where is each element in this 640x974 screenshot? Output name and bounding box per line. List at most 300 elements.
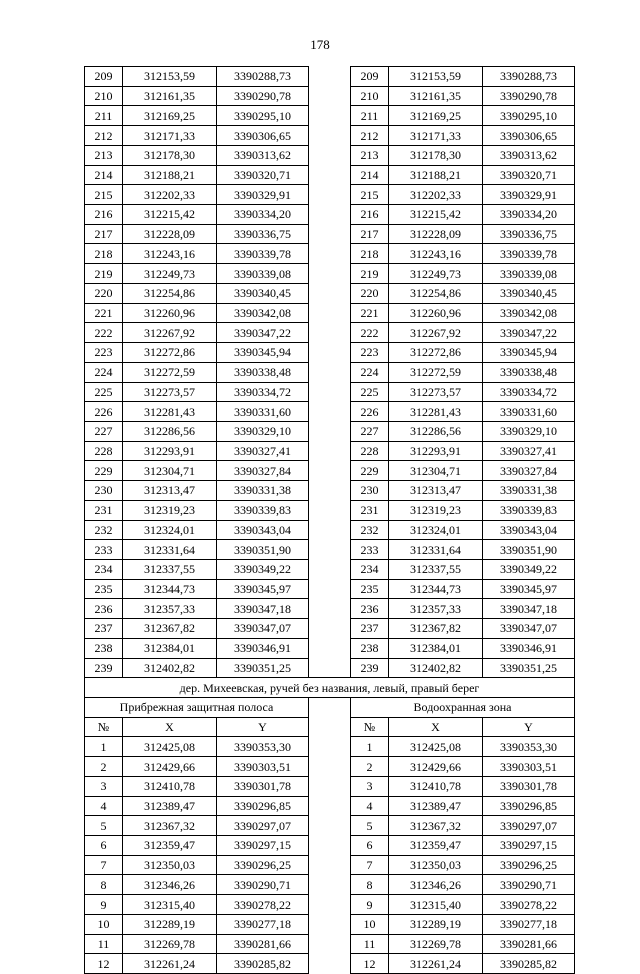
y-coordinate-left: 3390296,85 <box>217 796 309 816</box>
column-header-row <box>85 717 599 737</box>
point-number-left: 220 <box>85 283 123 303</box>
point-number-left: 212 <box>85 126 123 146</box>
x-coordinate-left: 312346,26 <box>123 875 217 895</box>
point-number-right: 231 <box>351 500 389 520</box>
x-coordinate-left: 312324,01 <box>123 520 217 540</box>
point-number-left: 231 <box>85 500 123 520</box>
y-coordinate-right: 3390288,73 <box>483 67 575 87</box>
y-coordinate-right: 3390345,94 <box>483 343 575 363</box>
point-number-right: 224 <box>351 362 389 382</box>
table-row <box>85 382 599 402</box>
point-number-right: 222 <box>351 323 389 343</box>
y-coordinate-left: 3390296,25 <box>217 855 309 875</box>
left-zone-title: Прибрежная защитная полоса <box>85 698 309 718</box>
point-number-left: 2 <box>85 757 123 777</box>
x-coordinate-right: 312178,30 <box>389 145 483 165</box>
x-coordinate-left: 312359,47 <box>123 836 217 856</box>
point-number-left: 4 <box>85 796 123 816</box>
x-coordinate-left: 312272,59 <box>123 362 217 382</box>
y-coordinate-right: 3390339,83 <box>483 500 575 520</box>
point-number-right: 220 <box>351 283 389 303</box>
x-coordinate-right: 312304,71 <box>389 461 483 481</box>
y-coordinate-right: 3390301,78 <box>483 776 575 796</box>
point-number-right: 1 <box>351 737 389 757</box>
point-number-left: 227 <box>85 421 123 441</box>
table-row <box>85 875 599 895</box>
x-coordinate-left: 312178,30 <box>123 145 217 165</box>
y-coordinate-left: 3390277,18 <box>217 914 309 934</box>
table-row <box>85 86 599 106</box>
point-number-right: 235 <box>351 579 389 599</box>
section-header-body <box>85 678 599 737</box>
header-y-left: Y <box>217 717 309 737</box>
table-row <box>85 619 599 639</box>
x-coordinate-left: 312215,42 <box>123 205 217 225</box>
table-row <box>85 540 599 560</box>
y-coordinate-right: 3390327,41 <box>483 441 575 461</box>
x-coordinate-left: 312281,43 <box>123 402 217 422</box>
point-number-left: 238 <box>85 638 123 658</box>
y-coordinate-left: 3390351,25 <box>217 658 309 678</box>
point-number-left: 228 <box>85 441 123 461</box>
x-coordinate-right: 312389,47 <box>389 796 483 816</box>
y-coordinate-left: 3390331,38 <box>217 481 309 501</box>
x-coordinate-left: 312384,01 <box>123 638 217 658</box>
point-number-right: 3 <box>351 776 389 796</box>
point-number-left: 232 <box>85 520 123 540</box>
x-coordinate-right: 312313,47 <box>389 481 483 501</box>
point-number-right: 214 <box>351 165 389 185</box>
point-number-right: 9 <box>351 895 389 915</box>
x-coordinate-left: 312313,47 <box>123 481 217 501</box>
point-number-left: 209 <box>85 67 123 87</box>
y-coordinate-right: 3390353,30 <box>483 737 575 757</box>
y-coordinate-left: 3390281,66 <box>217 934 309 954</box>
x-coordinate-left: 312260,96 <box>123 303 217 323</box>
x-coordinate-right: 312260,96 <box>389 303 483 323</box>
y-coordinate-right: 3390351,90 <box>483 540 575 560</box>
x-coordinate-left: 312202,33 <box>123 185 217 205</box>
y-coordinate-right: 3390278,22 <box>483 895 575 915</box>
header-y-right: Y <box>483 717 575 737</box>
y-coordinate-right: 3390297,15 <box>483 836 575 856</box>
table-row <box>85 658 599 678</box>
y-coordinate-right: 3390345,97 <box>483 579 575 599</box>
y-coordinate-left: 3390338,48 <box>217 362 309 382</box>
table-row <box>85 757 599 777</box>
table-row <box>85 224 599 244</box>
x-coordinate-left: 312188,21 <box>123 165 217 185</box>
header-x-right: X <box>389 717 483 737</box>
y-coordinate-left: 3390297,07 <box>217 816 309 836</box>
y-coordinate-right: 3390327,84 <box>483 461 575 481</box>
right-zone-title: Водоохранная зона <box>351 698 575 718</box>
x-coordinate-right: 312367,32 <box>389 816 483 836</box>
header-number-right: № <box>351 717 389 737</box>
y-coordinate-right: 3390351,25 <box>483 658 575 678</box>
point-number-right: 221 <box>351 303 389 323</box>
x-coordinate-left: 312289,19 <box>123 914 217 934</box>
y-coordinate-left: 3390278,22 <box>217 895 309 915</box>
table-row <box>85 816 599 836</box>
x-coordinate-left: 312337,55 <box>123 559 217 579</box>
x-coordinate-right: 312344,73 <box>389 579 483 599</box>
y-coordinate-right: 3390336,75 <box>483 224 575 244</box>
y-coordinate-right: 3390347,07 <box>483 619 575 639</box>
y-coordinate-left: 3390329,91 <box>217 185 309 205</box>
y-coordinate-right: 3390331,60 <box>483 402 575 422</box>
y-coordinate-right: 3390296,25 <box>483 855 575 875</box>
x-coordinate-right: 312410,78 <box>389 776 483 796</box>
x-coordinate-left: 312389,47 <box>123 796 217 816</box>
point-number-left: 237 <box>85 619 123 639</box>
table-row <box>85 954 599 974</box>
x-coordinate-left: 312402,82 <box>123 658 217 678</box>
y-coordinate-right: 3390331,38 <box>483 481 575 501</box>
y-coordinate-right: 3390334,20 <box>483 205 575 225</box>
x-coordinate-left: 312261,24 <box>123 954 217 974</box>
y-coordinate-right: 3390306,65 <box>483 126 575 146</box>
y-coordinate-right: 3390340,45 <box>483 283 575 303</box>
y-coordinate-left: 3390346,91 <box>217 638 309 658</box>
y-coordinate-right: 3390342,08 <box>483 303 575 323</box>
y-coordinate-left: 3390313,62 <box>217 145 309 165</box>
x-coordinate-right: 312289,19 <box>389 914 483 934</box>
y-coordinate-left: 3390285,82 <box>217 954 309 974</box>
table-row <box>85 638 599 658</box>
point-number-right: 216 <box>351 205 389 225</box>
point-number-left: 1 <box>85 737 123 757</box>
y-coordinate-left: 3390334,20 <box>217 205 309 225</box>
y-coordinate-left: 3390297,15 <box>217 836 309 856</box>
y-coordinate-left: 3390345,94 <box>217 343 309 363</box>
point-number-right: 226 <box>351 402 389 422</box>
x-coordinate-right: 312202,33 <box>389 185 483 205</box>
x-coordinate-left: 312161,35 <box>123 86 217 106</box>
y-coordinate-right: 3390320,71 <box>483 165 575 185</box>
y-coordinate-left: 3390345,97 <box>217 579 309 599</box>
point-number-right: 223 <box>351 343 389 363</box>
table-row <box>85 461 599 481</box>
table-row <box>85 303 599 323</box>
point-number-right: 230 <box>351 481 389 501</box>
table-row <box>85 402 599 422</box>
y-coordinate-left: 3390339,78 <box>217 244 309 264</box>
point-number-left: 226 <box>85 402 123 422</box>
x-coordinate-right: 312384,01 <box>389 638 483 658</box>
header-number-left: № <box>85 717 123 737</box>
table-row <box>85 362 599 382</box>
table-row <box>85 737 599 757</box>
point-number-left: 210 <box>85 86 123 106</box>
point-number-left: 235 <box>85 579 123 599</box>
x-coordinate-right: 312272,86 <box>389 343 483 363</box>
y-coordinate-right: 3390338,48 <box>483 362 575 382</box>
y-coordinate-left: 3390343,04 <box>217 520 309 540</box>
x-coordinate-right: 312315,40 <box>389 895 483 915</box>
table-row <box>85 836 599 856</box>
y-coordinate-right: 3390277,18 <box>483 914 575 934</box>
point-number-right: 228 <box>351 441 389 461</box>
x-coordinate-right: 312346,26 <box>389 875 483 895</box>
x-coordinate-left: 312425,08 <box>123 737 217 757</box>
point-number-left: 223 <box>85 343 123 363</box>
x-coordinate-left: 312344,73 <box>123 579 217 599</box>
y-coordinate-left: 3390342,08 <box>217 303 309 323</box>
point-number-right: 2 <box>351 757 389 777</box>
x-coordinate-right: 312359,47 <box>389 836 483 856</box>
table-row <box>85 323 599 343</box>
x-coordinate-left: 312331,64 <box>123 540 217 560</box>
point-number-right: 237 <box>351 619 389 639</box>
table-row <box>85 500 599 520</box>
zone-titles-row <box>85 698 599 718</box>
point-number-right: 210 <box>351 86 389 106</box>
y-coordinate-right: 3390303,51 <box>483 757 575 777</box>
table-row <box>85 244 599 264</box>
point-number-right: 233 <box>351 540 389 560</box>
x-coordinate-right: 312337,55 <box>389 559 483 579</box>
point-number-left: 229 <box>85 461 123 481</box>
y-coordinate-left: 3390340,45 <box>217 283 309 303</box>
point-number-right: 229 <box>351 461 389 481</box>
point-number-right: 239 <box>351 658 389 678</box>
y-coordinate-right: 3390349,22 <box>483 559 575 579</box>
x-coordinate-right: 312267,92 <box>389 323 483 343</box>
point-number-right: 219 <box>351 264 389 284</box>
y-coordinate-left: 3390331,60 <box>217 402 309 422</box>
y-coordinate-right: 3390281,66 <box>483 934 575 954</box>
x-coordinate-right: 312153,59 <box>389 67 483 87</box>
table-row <box>85 205 599 225</box>
y-coordinate-right: 3390290,71 <box>483 875 575 895</box>
point-number-right: 215 <box>351 185 389 205</box>
y-coordinate-left: 3390347,18 <box>217 599 309 619</box>
x-coordinate-left: 312367,82 <box>123 619 217 639</box>
table-row <box>85 185 599 205</box>
point-number-left: 215 <box>85 185 123 205</box>
point-number-left: 6 <box>85 836 123 856</box>
x-coordinate-right: 312243,16 <box>389 244 483 264</box>
point-number-left: 216 <box>85 205 123 225</box>
table-row <box>85 165 599 185</box>
x-coordinate-left: 312269,78 <box>123 934 217 954</box>
table-row <box>85 343 599 363</box>
x-coordinate-left: 312153,59 <box>123 67 217 87</box>
x-coordinate-right: 312293,91 <box>389 441 483 461</box>
point-number-right: 10 <box>351 914 389 934</box>
table-row <box>85 421 599 441</box>
point-number-left: 221 <box>85 303 123 323</box>
point-number-right: 217 <box>351 224 389 244</box>
point-number-right: 227 <box>351 421 389 441</box>
table-row <box>85 579 599 599</box>
x-coordinate-right: 312402,82 <box>389 658 483 678</box>
y-coordinate-right: 3390343,04 <box>483 520 575 540</box>
point-number-left: 233 <box>85 540 123 560</box>
y-coordinate-right: 3390285,82 <box>483 954 575 974</box>
x-coordinate-right: 312188,21 <box>389 165 483 185</box>
point-number-left: 230 <box>85 481 123 501</box>
table-row <box>85 520 599 540</box>
y-coordinate-left: 3390320,71 <box>217 165 309 185</box>
x-coordinate-left: 312249,73 <box>123 264 217 284</box>
table-row <box>85 855 599 875</box>
x-coordinate-left: 312367,32 <box>123 816 217 836</box>
x-coordinate-left: 312254,86 <box>123 283 217 303</box>
y-coordinate-left: 3390353,30 <box>217 737 309 757</box>
x-coordinate-right: 312367,82 <box>389 619 483 639</box>
x-coordinate-left: 312410,78 <box>123 776 217 796</box>
y-coordinate-left: 3390347,22 <box>217 323 309 343</box>
y-coordinate-left: 3390301,78 <box>217 776 309 796</box>
point-number-left: 234 <box>85 559 123 579</box>
point-number-left: 9 <box>85 895 123 915</box>
table-row <box>85 145 599 165</box>
x-coordinate-right: 312281,43 <box>389 402 483 422</box>
x-coordinate-left: 312169,25 <box>123 106 217 126</box>
section-title-row <box>85 678 599 698</box>
y-coordinate-right: 3390297,07 <box>483 816 575 836</box>
point-number-left: 10 <box>85 914 123 934</box>
y-coordinate-left: 3390290,78 <box>217 86 309 106</box>
y-coordinate-right: 3390329,91 <box>483 185 575 205</box>
y-coordinate-left: 3390327,84 <box>217 461 309 481</box>
table-row <box>85 441 599 461</box>
point-number-right: 213 <box>351 145 389 165</box>
point-number-left: 239 <box>85 658 123 678</box>
x-coordinate-left: 312304,71 <box>123 461 217 481</box>
table-row <box>85 934 599 954</box>
x-coordinate-right: 312286,56 <box>389 421 483 441</box>
x-coordinate-right: 312171,33 <box>389 126 483 146</box>
point-number-right: 225 <box>351 382 389 402</box>
y-coordinate-right: 3390313,62 <box>483 145 575 165</box>
point-number-left: 219 <box>85 264 123 284</box>
x-coordinate-right: 312350,03 <box>389 855 483 875</box>
page-number: 178 <box>310 37 330 52</box>
table-row <box>85 599 599 619</box>
point-number-right: 218 <box>351 244 389 264</box>
y-coordinate-right: 3390296,85 <box>483 796 575 816</box>
x-coordinate-left: 312350,03 <box>123 855 217 875</box>
point-number-left: 236 <box>85 599 123 619</box>
x-coordinate-right: 312331,64 <box>389 540 483 560</box>
point-number-right: 238 <box>351 638 389 658</box>
table-row <box>85 559 599 579</box>
y-coordinate-left: 3390288,73 <box>217 67 309 87</box>
x-coordinate-right: 312269,78 <box>389 934 483 954</box>
table-row <box>85 914 599 934</box>
y-coordinate-right: 3390329,10 <box>483 421 575 441</box>
point-number-left: 3 <box>85 776 123 796</box>
x-coordinate-right: 312357,33 <box>389 599 483 619</box>
x-coordinate-left: 312171,33 <box>123 126 217 146</box>
x-coordinate-right: 312324,01 <box>389 520 483 540</box>
x-coordinate-right: 312254,86 <box>389 283 483 303</box>
y-coordinate-left: 3390290,71 <box>217 875 309 895</box>
table-row <box>85 106 599 126</box>
x-coordinate-left: 312319,23 <box>123 500 217 520</box>
x-coordinate-right: 312319,23 <box>389 500 483 520</box>
point-number-left: 12 <box>85 954 123 974</box>
x-coordinate-left: 312429,66 <box>123 757 217 777</box>
point-number-right: 5 <box>351 816 389 836</box>
header-x-left: X <box>123 717 217 737</box>
point-number-left: 11 <box>85 934 123 954</box>
x-coordinate-left: 312228,09 <box>123 224 217 244</box>
table-row <box>85 67 599 87</box>
point-number-right: 4 <box>351 796 389 816</box>
x-coordinate-right: 312261,24 <box>389 954 483 974</box>
y-coordinate-left: 3390329,10 <box>217 421 309 441</box>
x-coordinate-right: 312249,73 <box>389 264 483 284</box>
point-number-left: 225 <box>85 382 123 402</box>
y-coordinate-right: 3390290,78 <box>483 86 575 106</box>
y-coordinate-right: 3390347,22 <box>483 323 575 343</box>
x-coordinate-left: 312315,40 <box>123 895 217 915</box>
point-number-right: 212 <box>351 126 389 146</box>
x-coordinate-left: 312272,86 <box>123 343 217 363</box>
table-row <box>85 481 599 501</box>
x-coordinate-right: 312161,35 <box>389 86 483 106</box>
y-coordinate-left: 3390303,51 <box>217 757 309 777</box>
y-coordinate-left: 3390295,10 <box>217 106 309 126</box>
table-row <box>85 264 599 284</box>
y-coordinate-right: 3390347,18 <box>483 599 575 619</box>
point-number-right: 211 <box>351 106 389 126</box>
table-row <box>85 776 599 796</box>
x-coordinate-right: 312215,42 <box>389 205 483 225</box>
y-coordinate-right: 3390295,10 <box>483 106 575 126</box>
x-coordinate-left: 312357,33 <box>123 599 217 619</box>
y-coordinate-left: 3390327,41 <box>217 441 309 461</box>
y-coordinate-right: 3390339,78 <box>483 244 575 264</box>
y-coordinate-left: 3390339,08 <box>217 264 309 284</box>
point-number-left: 211 <box>85 106 123 126</box>
y-coordinate-left: 3390349,22 <box>217 559 309 579</box>
x-coordinate-right: 312169,25 <box>389 106 483 126</box>
point-number-right: 6 <box>351 836 389 856</box>
x-coordinate-right: 312425,08 <box>389 737 483 757</box>
point-number-right: 209 <box>351 67 389 87</box>
x-coordinate-left: 312273,57 <box>123 382 217 402</box>
x-coordinate-right: 312228,09 <box>389 224 483 244</box>
section-title: дер. Михеевская, ручей без названия, левый, правый берег <box>85 678 575 698</box>
y-coordinate-left: 3390339,83 <box>217 500 309 520</box>
top-coordinates-body <box>85 67 599 678</box>
x-coordinate-left: 312243,16 <box>123 244 217 264</box>
point-number-left: 8 <box>85 875 123 895</box>
table-row <box>85 126 599 146</box>
x-coordinate-right: 312272,59 <box>389 362 483 382</box>
point-number-right: 236 <box>351 599 389 619</box>
y-coordinate-left: 3390334,72 <box>217 382 309 402</box>
point-number-right: 8 <box>351 875 389 895</box>
point-number-left: 222 <box>85 323 123 343</box>
y-coordinate-left: 3390336,75 <box>217 224 309 244</box>
y-coordinate-left: 3390306,65 <box>217 126 309 146</box>
x-coordinate-left: 312286,56 <box>123 421 217 441</box>
x-coordinate-left: 312267,92 <box>123 323 217 343</box>
y-coordinate-left: 3390347,07 <box>217 619 309 639</box>
table-row <box>85 283 599 303</box>
point-number-right: 7 <box>351 855 389 875</box>
point-number-left: 7 <box>85 855 123 875</box>
coordinates-table <box>84 66 599 974</box>
y-coordinate-right: 3390334,72 <box>483 382 575 402</box>
y-coordinate-right: 3390346,91 <box>483 638 575 658</box>
